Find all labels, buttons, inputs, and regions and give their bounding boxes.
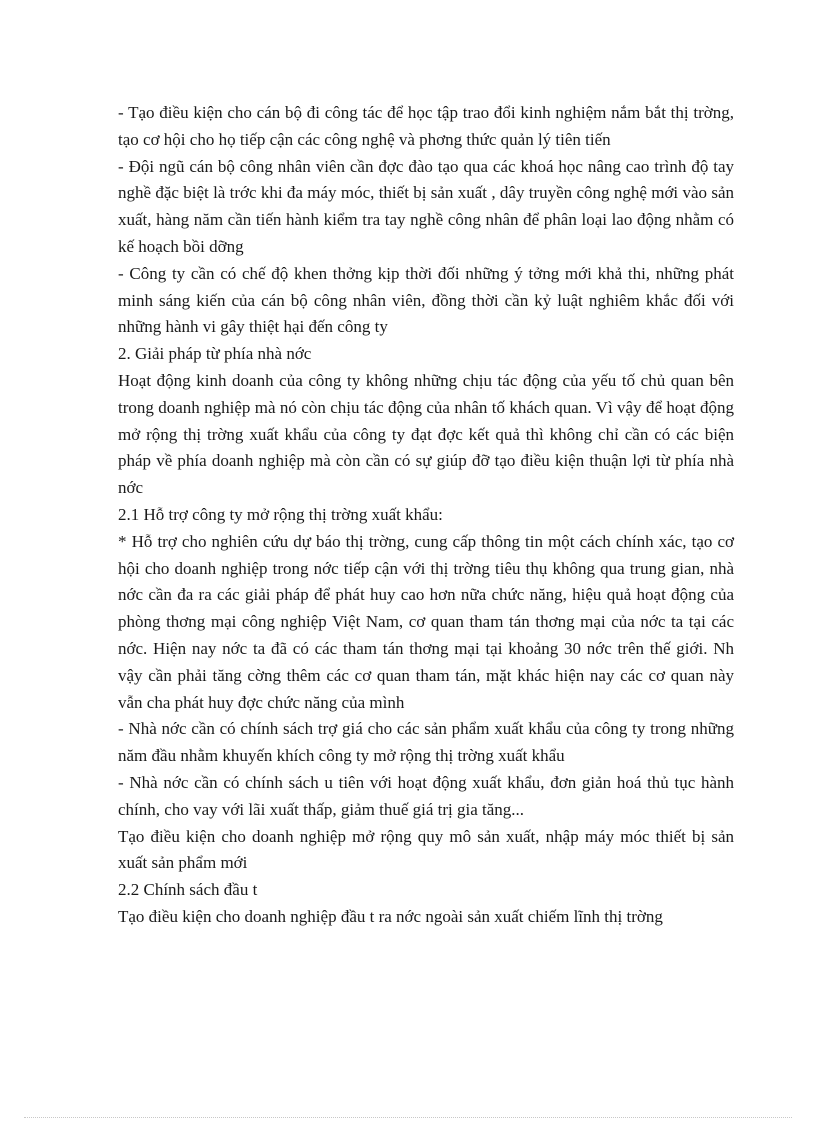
page-bottom-divider — [24, 1117, 792, 1118]
paragraph-staff-training: - Đội ngũ cán bộ công nhân viên cần đợc đào tạo qua các khoá học nâng cao trình độ tay nghề đặc biệt là trớc khi đa máy móc, thiết bị sản xuất , dây truyền công nghệ mới vào sản xuất, hàng năm cần tiến hành kiểm tra tay nghề công nhân để phân loại lao động nhằm có kế hoạch bồi dỡng — [118, 156, 734, 256]
paragraph-training-exchange: - Tạo điều kiện cho cán bộ đi công tác để học tập trao đổi kinh nghiệm nắm bắt thị trờng, tạo cơ hội cho họ tiếp cận các công nghệ và phơng thức quản lý tiên tiến — [118, 103, 734, 149]
paragraph-export-priority: - Nhà nớc cần có chính sách u tiên với hoạt động xuất khẩu, đơn giản hoá thủ tục hành chính, cho vay với lãi xuất thấp, giảm thuế giá trị gia tăng... — [118, 772, 734, 819]
paragraph-price-support: - Nhà nớc cần có chính sách trợ giá cho các sản phẩm xuất khẩu của công ty trong những năm đầu nhằm khuyến khích công ty mở rộng thị trờng xuất khẩu — [118, 719, 734, 766]
heading-state-solutions: 2. Giải pháp từ phía nhà nớc — [118, 344, 312, 364]
paragraph-rewards: - Công ty cần có chế độ khen thởng kịp thời đối những ý tởng mới khả thi, những phát minh sáng kiến của cán bộ công nhân viên, đồng thời cần kỷ luật nghiêm khắc đối với những hành vi gây thiệt hại đến công ty — [118, 263, 734, 337]
heading-market-support: 2.1 Hỗ trợ công ty mở rộng thị trờng xuất khẩu: — [118, 504, 443, 524]
paragraph-market-research: * Hỗ trợ cho nghiên cứu dự báo thị trờng, cung cấp thông tin một cách chính xác, tạo cơ hội cho doanh nghiệp trong nớc tiếp cận với thị trờng tiêu thụ không qua trung gian, nhà nớc cần đa ra các giải pháp để phát huy cao hơn nữa chức năng, hiệu quả hoạt động của phòng thơng mại công nghiệp Việt Nam, cơ quan tham tán thơng mại của nớc ta tại các nớc. Hiện nay nớc ta đã có các tham tán thơng mại tại khoảng 30 nớc trên thế giới. Nh vậy cần phải tăng cờng thêm các cơ quan tham tán, mặt khác hiện nay các cơ quan này vẫn cha phát huy đợc chức năng của mình — [118, 531, 734, 712]
document-body — [118, 100, 734, 931]
heading-investment-policy: 2.2 Chính sách đầu t — [118, 880, 258, 900]
paragraph-business-activity: Hoạt động kinh doanh của công ty không những chịu tác động của yếu tố chủ quan bên trong doanh nghiệp mà nó còn chịu tác động của nhân tố khách quan. Vì vậy để hoạt động mở rộng thị trờng xuất khẩu của công ty đạt đợc kết quả thì không chỉ cần có các biện pháp về phía doanh nghiệp mà còn cần có sự giúp đỡ tạo điều kiện thuận lợi từ phía nhà nớc — [118, 370, 734, 498]
paragraph-expand-production: Tạo điều kiện cho doanh nghiệp mở rộng quy mô sản xuất, nhập máy móc thiết bị sản xuất sản phẩm mới — [118, 826, 734, 873]
paragraph-overseas-investment: Tạo điều kiện cho doanh nghiệp đầu t ra nớc ngoài sản xuất chiếm lĩnh thị trờng — [118, 906, 663, 926]
